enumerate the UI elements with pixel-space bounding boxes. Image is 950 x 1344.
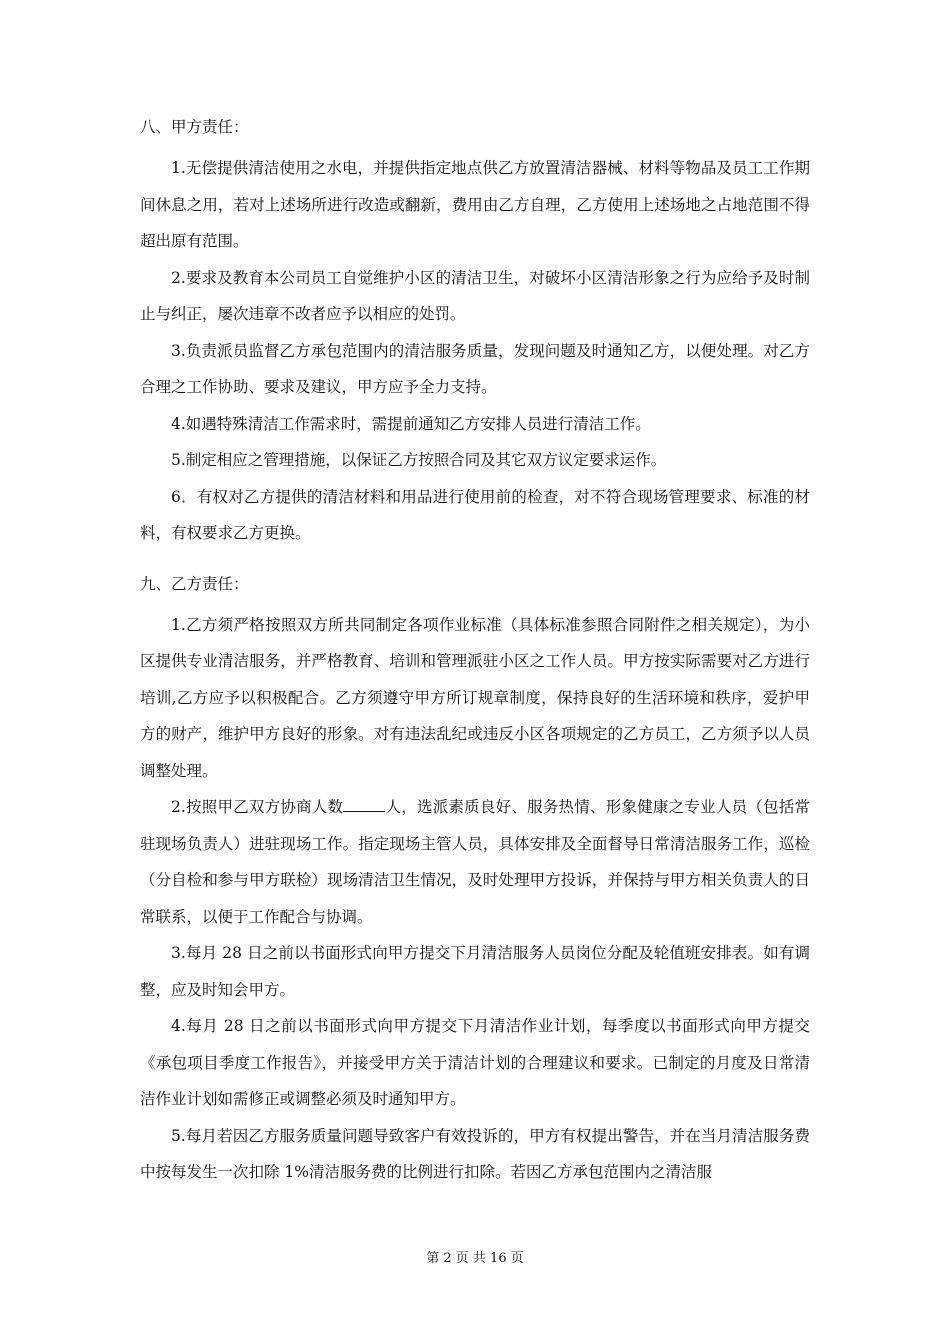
section-9-item-5: 5.每月若因乙方服务质量问题导致客户有效投诉的，甲方有权提出警告，并在当月清洁服务费中按每发生一次扣除 1%清洁服务费的比例进行扣除。若因乙方承包范围内之清洁服 [140,1126,810,1181]
section-9-heading: 九、乙方责任： [140,574,249,593]
section-9-item-2-lead: 2.按照甲乙双方协商人数 [171,798,344,816]
section-8-item-2: 2.要求及教育本公司员工自觉维护小区的清洁卫生，对破坏小区清洁形象之行为应给予及时制止与纠正，屡次违章不改者应予以相应的处罚。 [140,268,810,323]
page-body [140,114,810,1191]
section-8-item-4: 4.如遇特殊清洁工作需求时，需提前通知乙方安排人员进行清洁工作。 [171,414,651,433]
section-9-item-2-rest: 人，选派素质良好、服务热情、形象健康之专业人员（包括常驻现场负责人）进驻现场工作。指定现场主管人员，具体安排及全面督导日常清洁服务工作，巡检（分自检和参与甲方联检）现场清洁卫生情况，及时处理甲方投诉，并保持与甲方相关负责人的日常联系，以便于工作配合与协调。 [140,798,810,926]
section-8-item-5: 5.制定相应之管理措施，以保证乙方按照合同及其它双方议定要求运作。 [171,451,667,469]
section-8-item-6: 6．有权对乙方提供的清洁材料和用品进行使用前的检查，对不符合现场管理要求、标准的材料，有权要求乙方更换。 [140,487,810,542]
section-8-item-1: 1.无偿提供清洁使用之水电，并提供指定地点供乙方放置清洁器械、材料等物品及员工工作期间休息之用，若对上述场所进行改造或翻新，费用由乙方自理，乙方使用上述场地之占地范围不得超出原有范围。 [140,159,810,250]
section-9-item-4: 4.每月 28 日之前以书面形式向甲方提交下月清洁作业计划，每季度以书面形式向甲方提交《承包项目季度工作报告》，并接受甲方关于清洁计划的合理建议和要求。已制定的月度及日常清洁作业计划如需修正或调整必须及时通知甲方。 [140,1017,810,1108]
headcount-blank [343,797,385,812]
page-number-footer: 第 2 页 共 16 页 [426,1251,524,1266]
section-9-item-2 [140,789,810,935]
section-8-heading: 八、甲方责任： [140,118,249,136]
section-9-item-3: 3.每月 28 日之前以书面形式向甲方提交下月清洁服务人员岗位分配及轮值班安排表。如有调整，应及时知会甲方。 [140,944,810,999]
section-9-item-1: 1.乙方须严格按照双方所共同制定各项作业标准（具体标准参照合同附件之相关规定），为小区提供专业清洁服务，并严格教育、培训和管理派驻小区之工作人员。甲方按实际需要对乙方进行培训,乙方应予以积极配合。乙方须遵守甲方所订规章制度，保持良好的生活环境和秩序，爱护甲方的财产，维护甲方良好的形象。对有违法乱纪或违反小区各项规定的乙方员工，乙方须予以人员调整处理。 [140,615,810,780]
section-8-item-3: 3.负责派员监督乙方承包范围内的清洁服务质量，发现问题及时通知乙方，以便处理。对乙方合理之工作协助、要求及建议，甲方应予全力支持。 [140,341,810,396]
